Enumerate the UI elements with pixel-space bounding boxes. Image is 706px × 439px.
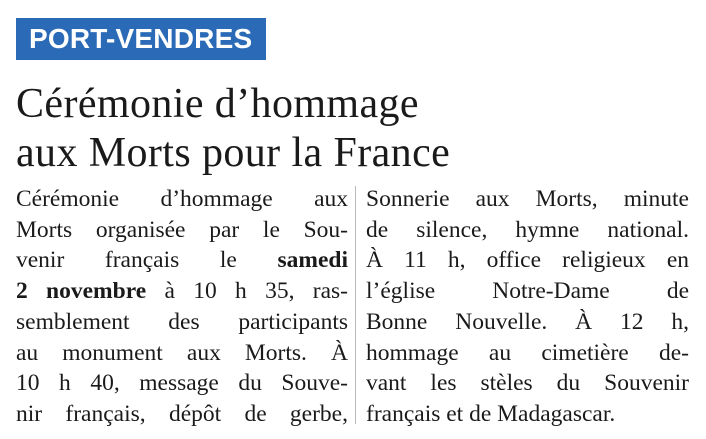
article-line: français et de Madagascar. (366, 400, 616, 427)
column-divider (355, 186, 356, 424)
article-text: à 10 h 35, ras- (146, 278, 348, 305)
article-line: vant les stèles du Souvenir (366, 370, 689, 397)
article-line: Cérémonie d’hommage aux (16, 186, 348, 212)
article-date-bold: 2 novembre (16, 278, 147, 305)
article-column-right (366, 184, 689, 430)
article-line: À 11 h, office religieux en (366, 247, 689, 274)
article-column-left (16, 184, 348, 430)
article-line: nir français, dépôt de gerbe, (16, 400, 348, 427)
article-line: hommage au cimetière de- (366, 339, 689, 366)
headline (16, 80, 450, 178)
article-line: Sonnerie aux Morts, minute (366, 186, 689, 212)
article-line (16, 276, 348, 307)
article-text: venir français le (16, 247, 278, 274)
article-line: Morts organisée par le Sou- (16, 216, 348, 243)
article-line: de silence, hymne national. (366, 216, 689, 243)
article-line: l’église Notre-Dame de (366, 278, 689, 305)
section-tag: PORT-VENDRES (16, 18, 266, 60)
article-line: Bonne Nouvelle. À 12 h, (366, 308, 689, 335)
article-date-bold: samedi (277, 247, 348, 274)
article-line: 10 h 40, message du Souve- (16, 370, 348, 397)
headline-line: Cérémonie d’hommage (16, 81, 419, 127)
article-line (16, 245, 348, 276)
article-line: au monument aux Morts. À (16, 339, 348, 366)
headline-line: aux Morts pour la France (16, 130, 451, 176)
article-line: semblement des participants (16, 308, 348, 335)
